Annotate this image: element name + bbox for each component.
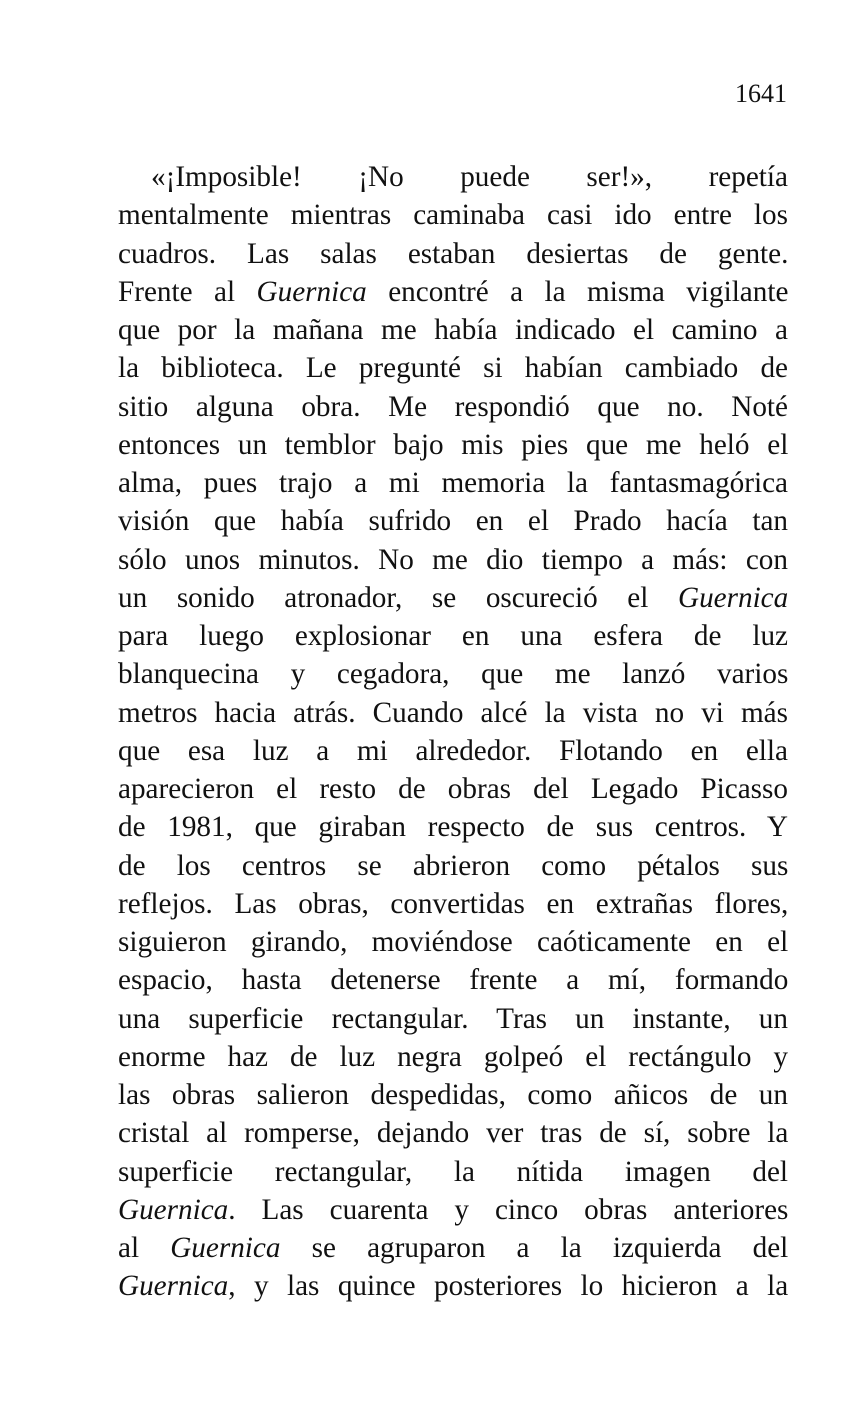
body-paragraph bbox=[118, 158, 788, 1306]
text-run: enorme haz de luz negra golpeó el rectángulo y bbox=[118, 1040, 788, 1073]
text-run: entonces un temblor bajo mis pies que me heló el bbox=[118, 428, 789, 461]
text-run: reflejos. Las obras, convertidas en extrañas flores, bbox=[118, 887, 789, 920]
text-run: la biblioteca. Le pregunté si habían cambiado de bbox=[118, 352, 788, 385]
page-number: 1641 bbox=[735, 79, 787, 108]
text-line bbox=[118, 388, 788, 426]
text-line bbox=[118, 1229, 788, 1267]
text-line bbox=[118, 158, 788, 196]
text-line bbox=[118, 1038, 788, 1076]
text-line bbox=[118, 196, 788, 234]
text-run: para luego explosionar en una esfera de luz bbox=[118, 620, 788, 652]
text-line bbox=[118, 1000, 788, 1038]
text-run: alma, pues trajo a mi memoria la fantasmagórica bbox=[118, 467, 788, 499]
text-line bbox=[118, 770, 788, 808]
text-line bbox=[118, 426, 788, 464]
text-line bbox=[118, 655, 788, 693]
text-line bbox=[118, 311, 788, 349]
text-run: mentalmente mientras caminaba casi ido entre los bbox=[118, 199, 788, 232]
text-run: al bbox=[118, 1232, 171, 1264]
text-line bbox=[118, 617, 788, 655]
text-run: que esa luz a mi alrededor. Flotando en ella bbox=[118, 734, 788, 767]
text-run: sitio alguna obra. Me respondió que no. Noté bbox=[118, 390, 788, 423]
text-run: de 1981, que giraban respecto de sus centros. Y bbox=[118, 811, 788, 844]
text-run: metros hacia atrás. Cuando alcé la vista no vi más bbox=[118, 696, 788, 729]
text-line bbox=[118, 885, 788, 923]
text-run: las obras salieron despedidas, como añicos de un bbox=[118, 1079, 788, 1111]
text-line bbox=[118, 541, 788, 579]
text-line bbox=[118, 273, 788, 311]
text-line bbox=[118, 694, 788, 732]
text-line bbox=[118, 923, 788, 961]
text-line bbox=[118, 847, 788, 885]
text-run: blanquecina y cegadora, que me lanzó varios bbox=[118, 658, 789, 691]
text-run: visión que había sufrido en el Prado hacía tan bbox=[118, 505, 788, 538]
text-line bbox=[118, 579, 788, 617]
text-run: «¡Imposible! ¡No puede ser!», repetía bbox=[151, 161, 788, 193]
text-line bbox=[118, 1076, 788, 1114]
text-run: Frente al bbox=[118, 275, 257, 308]
text-line bbox=[118, 732, 788, 770]
italic-title: Guernica bbox=[256, 275, 367, 308]
text-run: espacio, hasta detenerse frente a mí, formando bbox=[118, 964, 789, 997]
text-run: se agruparon a la izquierda del bbox=[280, 1232, 789, 1264]
text-run: que por la mañana me había indicado el camino a bbox=[118, 314, 788, 346]
italic-title: Guernica bbox=[118, 1193, 229, 1226]
text-line bbox=[118, 961, 788, 999]
text-run: cuadros. Las salas estaban desiertas de gente. bbox=[118, 237, 789, 270]
text-line bbox=[118, 1267, 788, 1305]
text-run: , y las quince posteriores lo hicieron a la bbox=[228, 1270, 789, 1303]
text-line bbox=[118, 502, 788, 540]
italic-title: Guernica bbox=[170, 1232, 281, 1264]
text-run: un sonido atronador, se oscureció el bbox=[118, 581, 678, 614]
italic-title: Guernica bbox=[677, 581, 789, 614]
text-line bbox=[118, 464, 788, 502]
text-line bbox=[118, 235, 788, 273]
text-line bbox=[118, 1153, 788, 1191]
text-run: de los centros se abrieron como pétalos sus bbox=[118, 849, 789, 882]
text-line bbox=[118, 1191, 788, 1229]
text-line bbox=[118, 808, 788, 846]
italic-title: Guernica bbox=[118, 1270, 229, 1303]
text-run: . Las cuarenta y cinco obras anteriores bbox=[228, 1193, 789, 1226]
text-line bbox=[118, 1114, 788, 1152]
text-run: sólo unos minutos. No me dio tiempo a más: con bbox=[118, 543, 788, 576]
text-run: aparecieron el resto de obras del Legado Picasso bbox=[118, 773, 788, 805]
text-run: encontré a la misma vigilante bbox=[366, 275, 789, 308]
text-run: superficie rectangular, la nítida imagen del bbox=[118, 1155, 789, 1188]
text-run: cristal al romperse, dejando ver tras de sí, sobre la bbox=[118, 1117, 789, 1150]
text-run: una superficie rectangular. Tras un instante, un bbox=[118, 1002, 788, 1035]
text-line bbox=[118, 349, 788, 387]
text-run: siguieron girando, moviéndose caóticamente en el bbox=[118, 926, 789, 958]
